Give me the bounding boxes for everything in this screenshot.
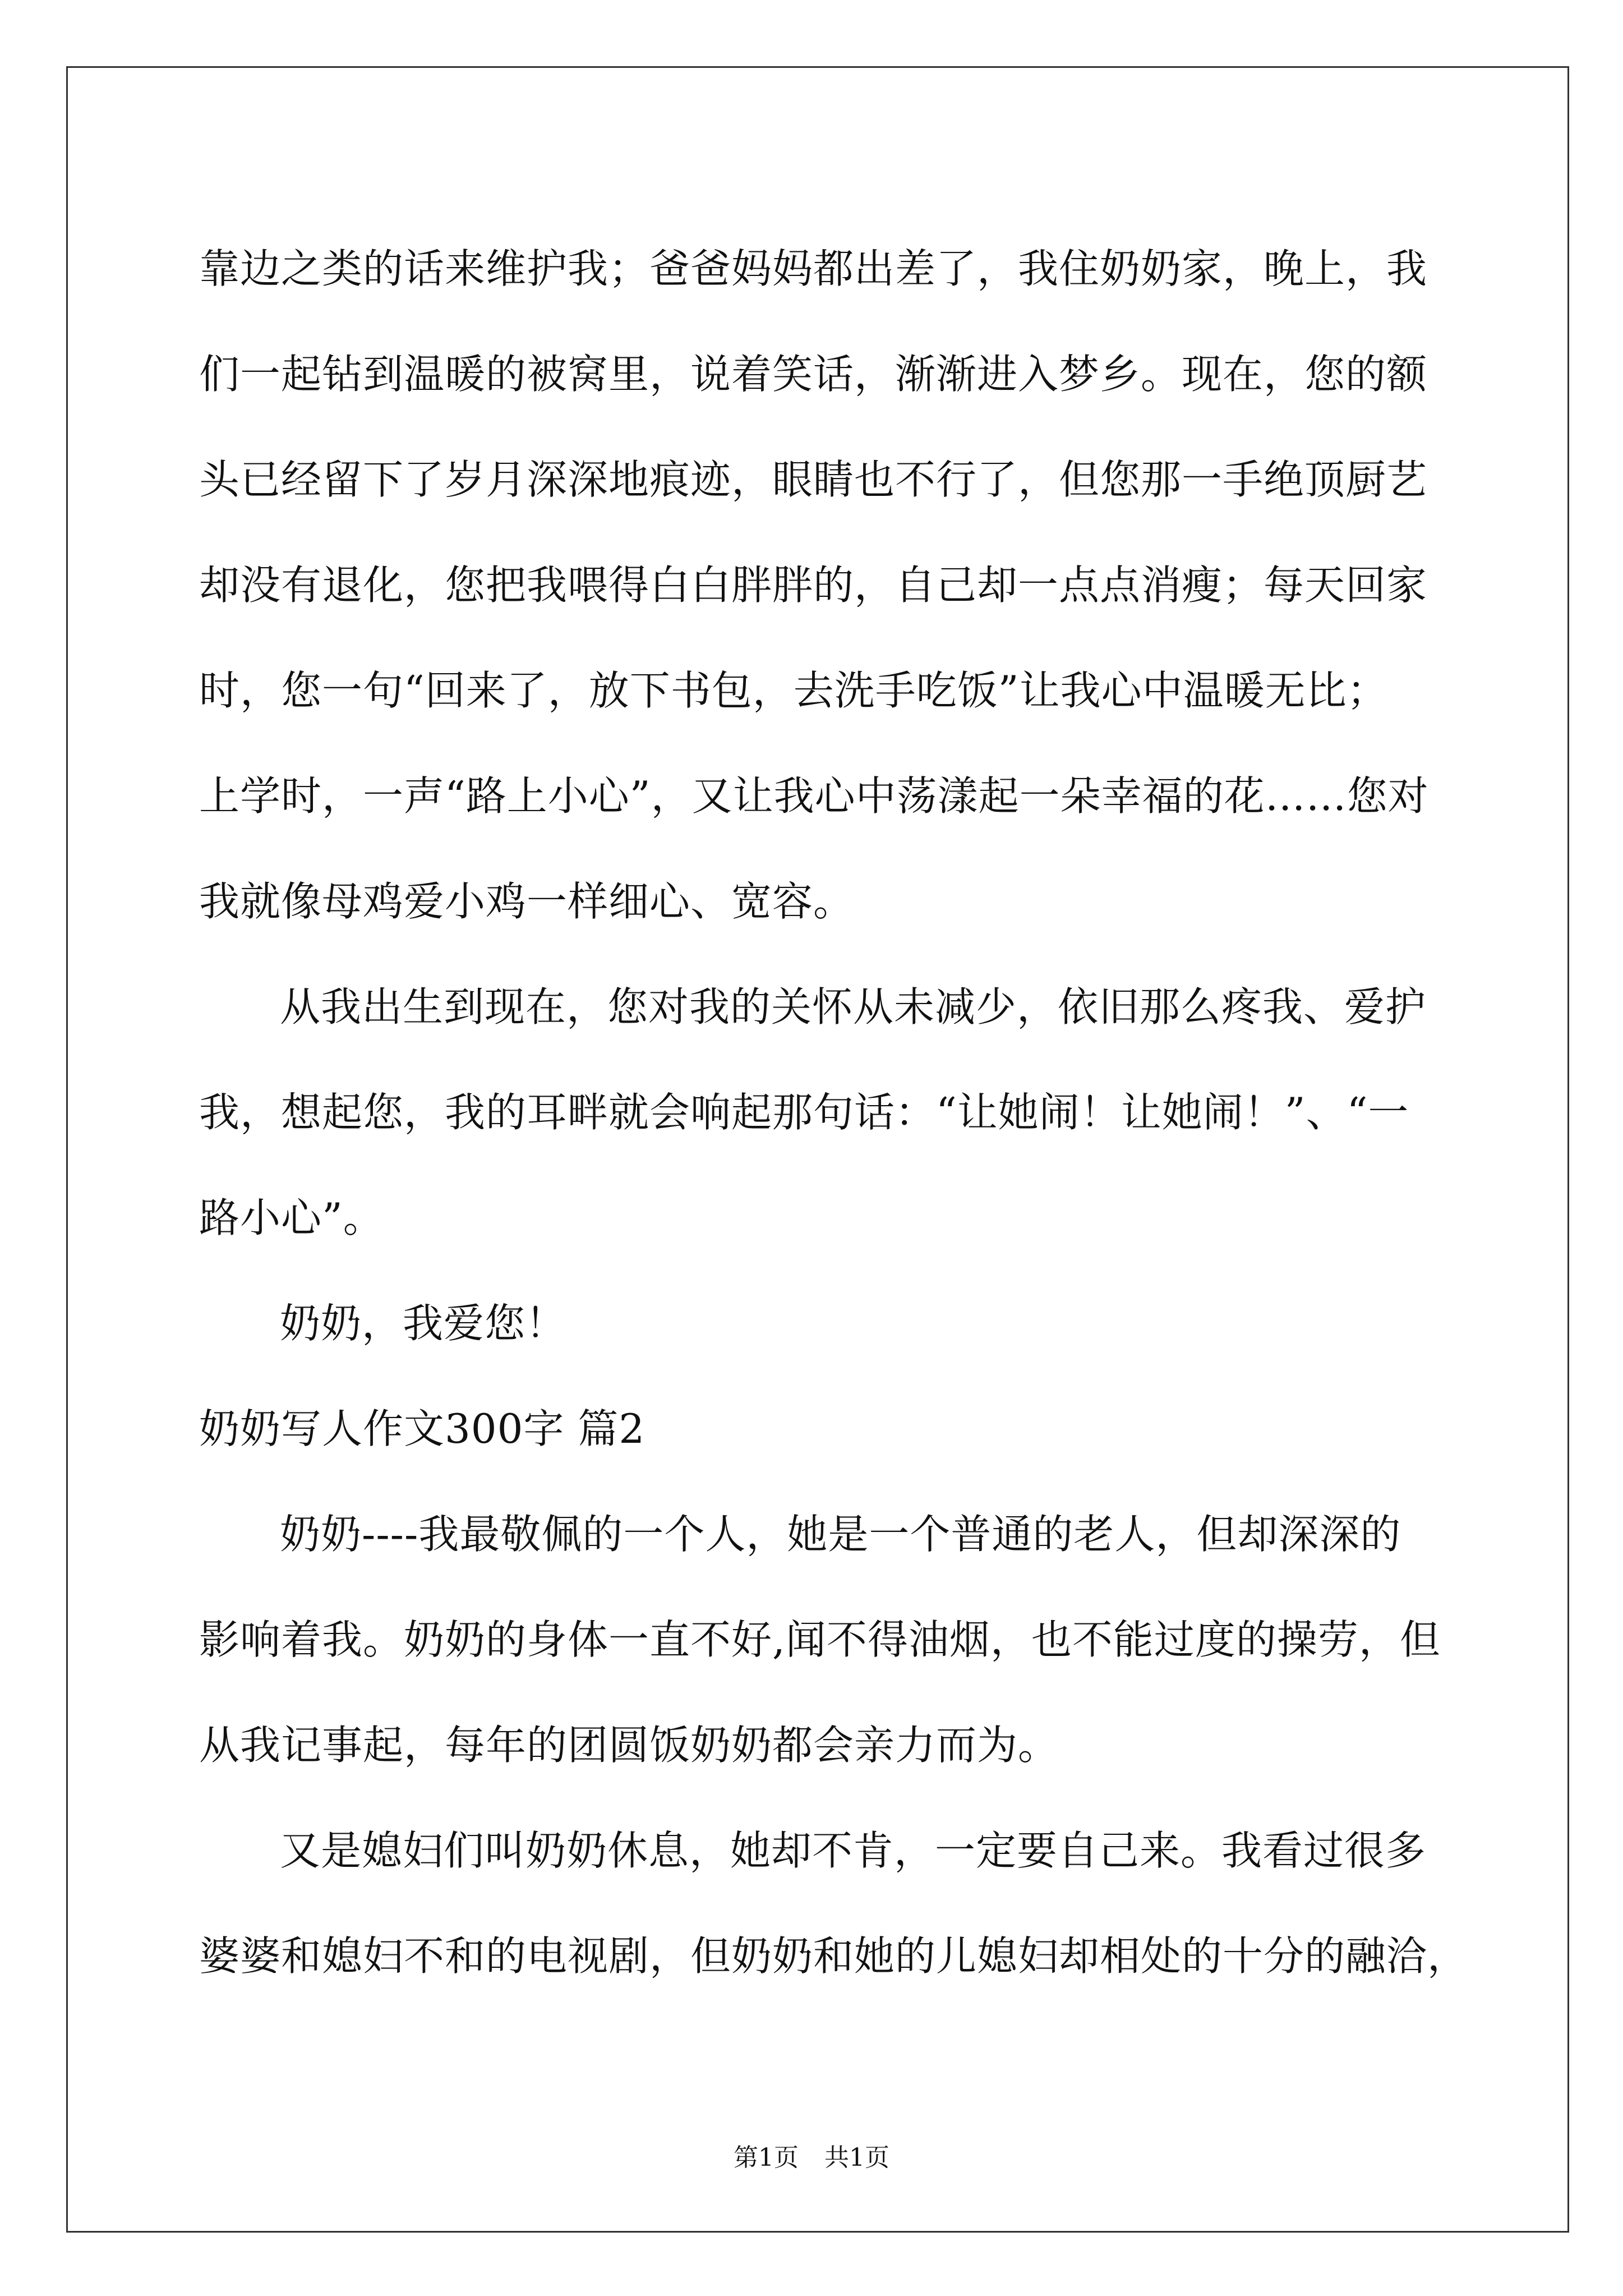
- text-line: 却没有退化，您把我喂得白白胖胖的，自己却一点点消瘦；每天回家: [199, 562, 1428, 609]
- text-line: 我就像母鸡爱小鸡一样细心、宽容。: [199, 878, 855, 925]
- text-line: 们一起钻到温暖的被窝里，说着笑话，渐渐进入梦乡。现在，您的额: [199, 351, 1428, 398]
- page-footer: [0, 2137, 1623, 2173]
- page-number: 第1页: [734, 2143, 799, 2172]
- total-pages: 共1页: [824, 2143, 889, 2172]
- text-line: 时，您一句“回来了，放下书包，去洗手吃饭”让我心中温暖无比；: [199, 667, 1388, 714]
- paragraph-first-line: 奶奶----我最敬佩的一个人，她是一个普通的老人，但却深深的: [280, 1511, 1401, 1558]
- document-body: [199, 216, 1469, 2009]
- text-line: 头已经留下了岁月深深地痕迹，眼睛也不行了，但您那一手绝顶厨艺: [199, 456, 1428, 503]
- text-line: 影响着我。奶奶的身体一直不好,闻不得油烟，也不能过度的操劳，但: [199, 1616, 1441, 1663]
- text-line: 婆婆和媳妇不和的电视剧，但奶奶和她的儿媳妇却相处的十分的融洽，: [199, 1932, 1469, 1980]
- text-line: 靠边之类的话来维护我；爸爸妈妈都出差了，我住奶奶家，晚上，我: [199, 245, 1428, 292]
- paragraph-first-line: 从我出生到现在，您对我的关怀从未减少，依旧那么疼我、爱护: [280, 983, 1427, 1030]
- paragraph-first-line: 又是媳妇们叫奶奶休息，她却不肯，一定要自己来。我看过很多: [280, 1827, 1427, 1874]
- section-heading: 奶奶写人作文300字 篇2: [199, 1405, 645, 1452]
- paragraph-first-line: 奶奶，我爱您！: [280, 1300, 567, 1347]
- text-line: 上学时，一声“路上小心”，又让我心中荡漾起一朵幸福的花……您对: [199, 772, 1429, 820]
- text-line: 从我记事起，每年的团圆饭奶奶都会亲力而为。: [199, 1722, 1059, 1769]
- text-line: 我，想起您，我的耳畔就会响起那句话：“让她闹！让她闹！”、“一: [199, 1089, 1409, 1136]
- text-line: 路小心”。: [199, 1194, 384, 1241]
